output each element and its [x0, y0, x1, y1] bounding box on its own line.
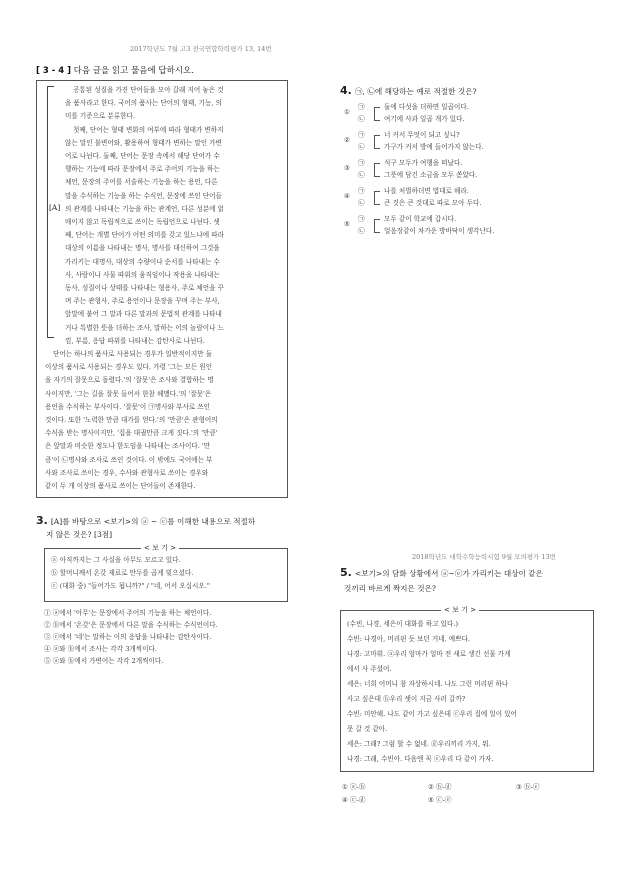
- passage-line: 행하는 기능에 따라 문장에서 주로 주어의 기능을 하는: [65, 165, 220, 174]
- bogi-item: ⓒ (대화 중) "들어가도 됩니까?" / "네, 어서 오십시오.": [51, 582, 210, 590]
- passage-line: 매이지 않고 독립적으로 쓰이는 독립언으로 나뉜다. 셋: [65, 218, 220, 226]
- passage-line: 첫째, 단어는 형태 변화의 여부에 따라 형태가 변하지: [73, 125, 224, 134]
- passage-line: 이상의 품사로 사용되는 경우도 있다. 가령 '그는 모든 원인: [45, 363, 213, 372]
- bogi-item: ⓐ 아직까지는 그 사실을 아무도 모르고 있다.: [51, 556, 181, 564]
- question-5-number: 5.: [340, 566, 352, 579]
- source-note-q5: 2018학년도 대학수학능력시험 9월 모의평가 13번: [412, 553, 556, 561]
- question-5-choice-1[interactable]: ① ⓐ-ⓑ: [342, 783, 366, 791]
- passage-line: 가리키는 대명사, 대상의 수량이나 순서를 나타내는 수: [65, 257, 220, 266]
- question-5-choice-4[interactable]: ④ ⓒ-ⓓ: [342, 796, 366, 804]
- label-nieun: ㉡: [358, 143, 365, 151]
- dialogue-line: 수빈: 나경아, 머리핀 듯 보던 거네. 예쁘다.: [347, 635, 470, 643]
- example-b: 큰 것은 큰 것대로 따로 모아 두다.: [384, 199, 482, 207]
- passage-line: 체언, 문장의 주어를 서술하는 기능을 하는 용언, 다른: [65, 178, 218, 187]
- question-4-number: 4.: [340, 84, 352, 97]
- dialogue-line: 나경: 고마워. ⓐ우리 엄마가 얼마 전 새로 생긴 선물 가게: [347, 650, 511, 658]
- passage-line: 거나 특별한 뜻을 더하는 조사, 말하는 이의 놀람이나 느: [65, 323, 224, 332]
- bogi-label: < 보 기 >: [441, 605, 479, 615]
- dialogue-line: 에서 사 주셨어.: [347, 665, 392, 673]
- passage-line: 않는 말인 불변어와, 활용하여 형태가 변하는 말인 가변: [65, 138, 222, 147]
- passage-line: 낌, 부름, 응답 따위를 나타내는 감탄사로 나뉜다.: [65, 336, 205, 345]
- question-3-number: 3.: [36, 514, 48, 527]
- passage-line: 큼'이 ㉡명사와 조사로 쓰인 것이다. 이 밖에도 국어에는 부: [45, 455, 213, 464]
- choice-number: ②: [344, 136, 350, 144]
- passage-line: 을 품사라고 한다. 국어의 품사는 단어의 형태, 기능, 의: [65, 99, 222, 108]
- question-3-choice-2[interactable]: ② ⓑ에서 '온갖'은 문장에서 다른 말을 수식하는 수식언이다.: [44, 621, 218, 629]
- passage-bracket: [47, 86, 54, 338]
- label-giyeok: ㉠: [358, 215, 365, 223]
- choice-number: ④: [344, 192, 350, 200]
- example-b: 여기에 사과 일곱 개가 있다.: [384, 115, 465, 123]
- pair-bracket: [374, 219, 380, 233]
- question-3-choice-5[interactable]: ⑤ ⓐ와 ⓑ에서 가변어는 각각 2개씩이다.: [44, 657, 164, 665]
- question-3-choice-1[interactable]: ① ⓐ에서 '아무'는 문장에서 주어의 기능을 하는 체언이다.: [44, 609, 212, 617]
- dialogue-line: (수빈, 나경, 세은이 대화를 하고 있다.): [347, 620, 459, 628]
- question-4-stem: 4. ㉠, ㉡에 해당하는 예로 적절한 것은?: [340, 84, 477, 97]
- passage-line: 것이다. 또한 '노력한 만큼 대가를 얻다.'의 '만큼'은 관형어의: [45, 416, 218, 424]
- pair-bracket: [374, 135, 380, 149]
- passage-line: 단어는 하나의 품사로 사용되는 경우가 일반적이지만 둘: [53, 350, 213, 358]
- label-giyeok: ㉠: [358, 131, 365, 139]
- passage-line: 을 자기의 잘못으로 돌렸다.'의 '잘못'은 조사와 결합하는 명: [45, 376, 214, 385]
- section-number: [ 3 - 4 ]: [36, 66, 71, 76]
- question-5-choice-5[interactable]: ⑤ ⓒ-ⓔ: [428, 796, 452, 804]
- label-giyeok: ㉠: [358, 187, 365, 195]
- question-5-choice-2[interactable]: ② ⓑ-ⓓ: [428, 783, 452, 791]
- dialogue-line: 세은: 그래? 그럼 할 수 없네. ⓓ우리끼리 가지, 뭐.: [347, 740, 491, 748]
- example-b: 가구가 커서 방에 들어가지 않는다.: [384, 143, 484, 151]
- dialogue-line: 못 갈 것 같아.: [347, 725, 388, 733]
- passage-line: 같이 두 개 이상의 품사로 쓰이는 단어들이 존재한다.: [45, 482, 196, 490]
- question-5-bogi-box: [340, 606, 594, 772]
- passage-line: 수식을 받는 명사이지만, '집을 대궐만큼 크게 짓다.'의 '만큼': [45, 429, 218, 438]
- pair-bracket: [374, 163, 380, 177]
- section-instruction: 다음 글을 읽고 물음에 답하시오.: [73, 66, 194, 76]
- choice-number: ①: [344, 108, 350, 116]
- passage-line: 동사, 성질이나 상태를 나타내는 형용사, 주로 체언을 꾸: [65, 284, 224, 292]
- dialogue-line: 수빈: 미안해. 나도 같이 가고 싶은데 ⓒ우리 집에 일이 있어: [347, 710, 517, 718]
- passage-line: 말을 수식하는 기능을 하는 수식언, 문장에 쓰인 단어들: [65, 191, 222, 200]
- dialogue-line: 사고 싶은데 ⓑ우리 셋이 지금 사러 갈까?: [347, 695, 466, 703]
- example-a: 모두 같이 학교에 갑시다.: [384, 215, 457, 223]
- question-5-stem-line2: 것끼리 바르게 짝지은 것은?: [344, 584, 437, 593]
- choice-number: ⑤: [344, 220, 350, 228]
- question-5-choice-3[interactable]: ③ ⓑ-ⓔ: [516, 783, 540, 791]
- question-3-choice-4[interactable]: ④ ⓐ와 ⓑ에서 조사는 각각 3개씩이다.: [44, 645, 157, 653]
- label-nieun: ㉡: [358, 171, 365, 179]
- passage-line: 은 앞말과 비슷한 정도나 한도임을 나타내는 조사이다. '만: [45, 442, 211, 451]
- example-a: 나를 처벌하더면 법대로 해라.: [384, 187, 469, 195]
- passage-line: 어로 나뉜다. 둘째, 단어는 문장 속에서 해당 단어가 수: [65, 152, 220, 160]
- label-giyeok: ㉠: [358, 103, 365, 111]
- question-3-stem-line1: 3. [A]를 바탕으로 <보기>의 ⓐ ~ ⓒ를 이해한 내용으로 적절하: [36, 514, 256, 527]
- label-nieun: ㉡: [358, 199, 365, 207]
- choice-number: ③: [344, 164, 350, 172]
- passage-line: 사이지만, '그는 길을 잘못 들어서 한참 헤맸다.'의 '잘못'은: [45, 389, 212, 398]
- source-note-top: 2017학년도 7월 고3 전국연합학력평가 13, 14번: [130, 45, 272, 53]
- label-nieun: ㉡: [358, 115, 365, 123]
- reading-passage: [36, 80, 288, 498]
- passage-line: 사, 사람이나 사물 따위의 움직임이나 작용을 나타내는: [65, 270, 220, 279]
- passage-line: 째, 단어는 개별 단어가 어떤 의미를 갖고 있느냐에 따라: [65, 231, 224, 240]
- bracket-label-a: [A]: [49, 203, 61, 212]
- example-a: 너 커서 무엇이 되고 싶니?: [384, 131, 460, 139]
- question-3-choice-3[interactable]: ③ ⓒ에서 '네'는 말하는 이의 응답을 나타내는 감탄사이다.: [44, 633, 212, 641]
- bogi-item: ⓑ 할머니께서 온갖 재료로 만두를 곱게 빚으셨다.: [51, 569, 194, 577]
- question-5-stem-line1: 5. <보기>의 담화 상황에서 ⓐ~ⓔ가 가리키는 대상이 같은: [340, 566, 543, 579]
- passage-line: 용언을 수식하는 부사이다. '잘못'이 ㉠명사와 부사로 쓰인: [45, 402, 211, 411]
- question-3-bogi-box: [44, 544, 288, 602]
- label-giyeok: ㉠: [358, 159, 365, 167]
- pair-bracket: [374, 191, 380, 205]
- example-a: 둘에 다섯을 더하면 일곱이다.: [384, 103, 469, 111]
- passage-line: 앞말에 붙어 그 말과 다른 말과의 문법적 관계를 나타내: [65, 310, 222, 319]
- dialogue-line: 세은: 너희 어머니 참 자상하시네. 나도 그런 머리핀 하나: [347, 680, 509, 688]
- question-3-stem-line2: 지 않은 것은? [3점]: [46, 530, 113, 539]
- passage-line: 사와 조사로 쓰이는 경우, 수사와 관형사로 쓰이는 경우와: [45, 468, 209, 477]
- passage-line: 대상의 이름을 나타내는 명사, 명사를 대신하여 그것을: [65, 244, 220, 253]
- passage-line: 의 관계를 나타내는 기능을 하는 관계언, 다른 성분에 얽: [65, 204, 224, 213]
- example-b: 그릇에 담긴 소금을 모두 쏟았다.: [384, 171, 478, 179]
- example-a: 석구 모두가 여행을 떠났다.: [384, 159, 463, 167]
- section-header: [36, 64, 194, 76]
- pair-bracket: [374, 107, 380, 121]
- label-nieun: ㉡: [358, 227, 365, 235]
- bogi-label: < 보 기 >: [141, 543, 179, 553]
- passage-line: 공통된 성질을 가진 단어들을 모아 갈래 지어 놓은 것: [73, 86, 224, 94]
- passage-line: 며 주는 관형사, 주로 용언이나 문장을 꾸며 주는 부사,: [65, 297, 220, 306]
- passage-line: 미를 기준으로 분류한다.: [65, 112, 135, 121]
- dialogue-line: 나경: 그래, 수빈아. 다음엔 꼭 ⓔ우리 다 같이 가자.: [347, 755, 494, 763]
- example-b: 얼음장같이 차가운 방바닥이 생각난다.: [384, 227, 495, 235]
